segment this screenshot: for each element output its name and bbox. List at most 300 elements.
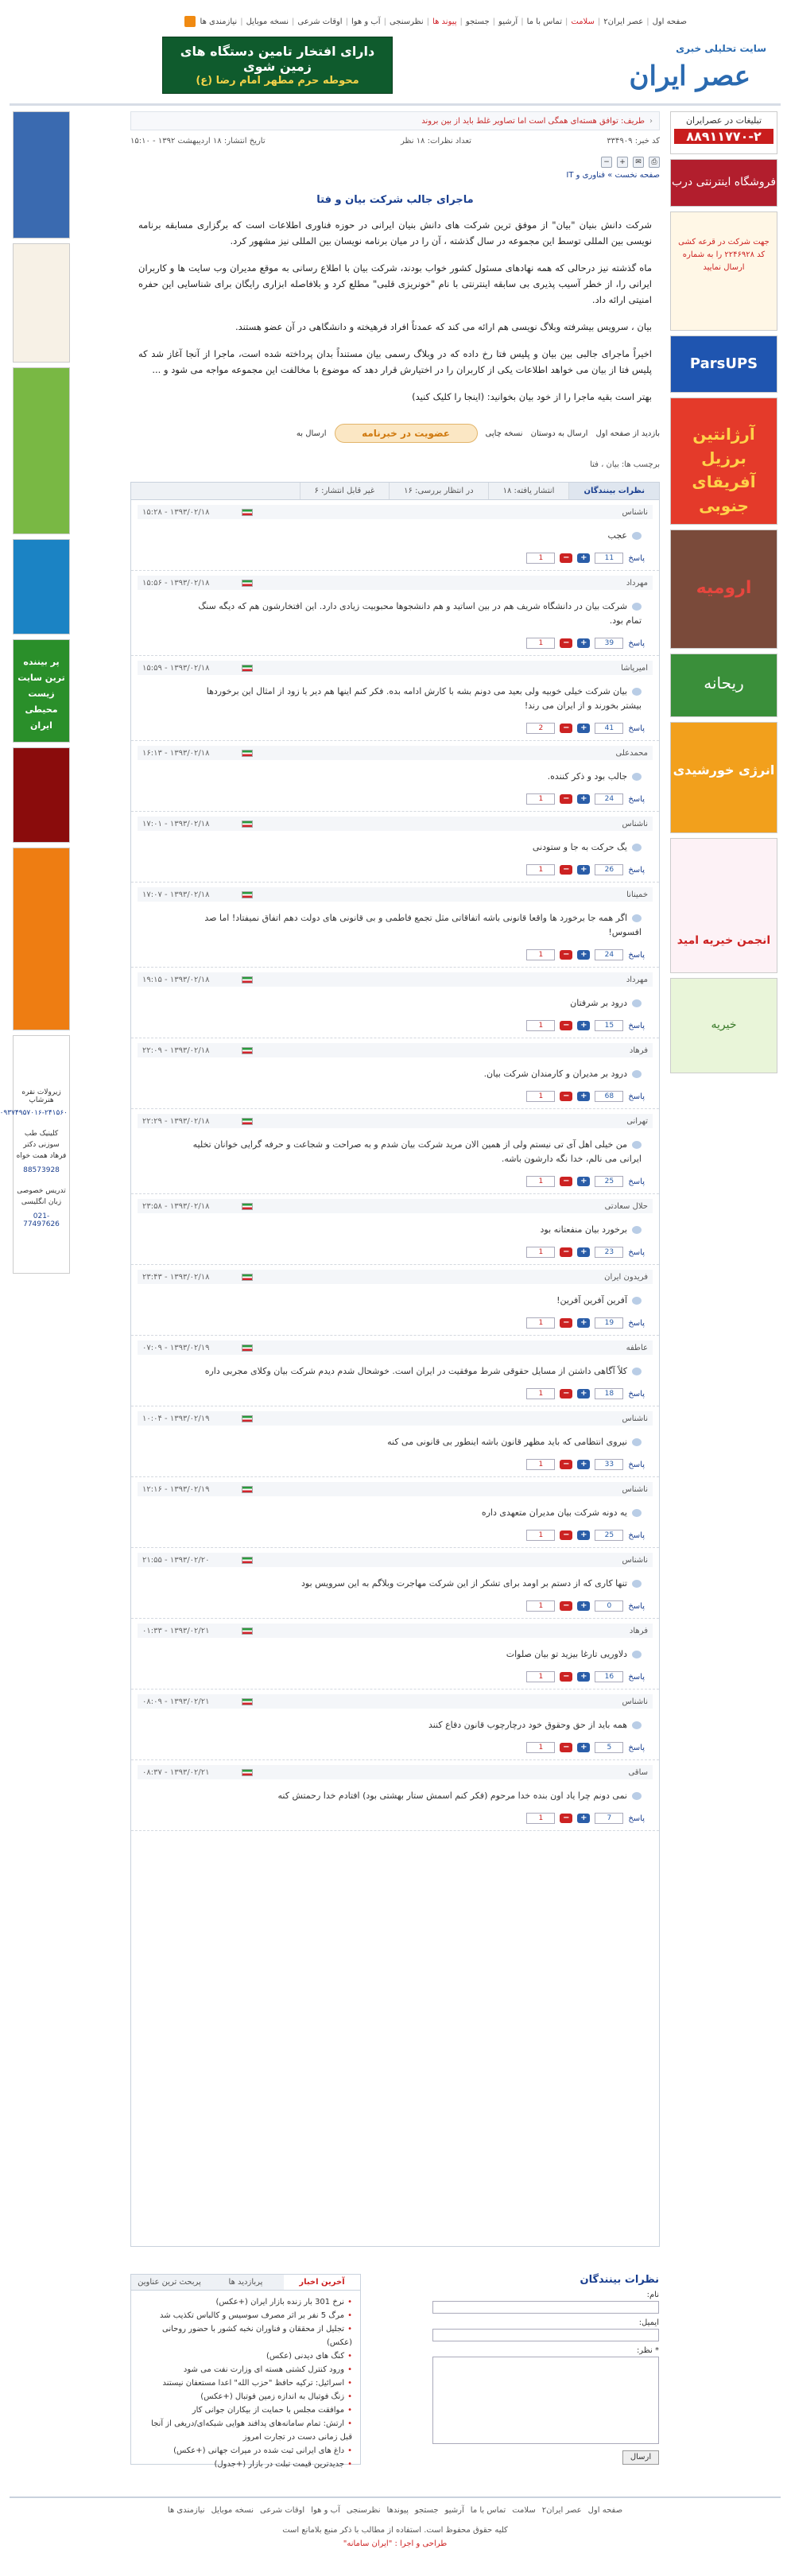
reply-link[interactable]: پاسخ <box>628 1530 645 1540</box>
comment-author: فریدون ایران <box>604 1272 648 1282</box>
dislike-button[interactable]: − <box>560 1743 572 1752</box>
comment-item <box>131 812 659 883</box>
comment-actions <box>138 1740 653 1755</box>
comment-actions <box>138 1528 653 1542</box>
comment-text <box>185 911 642 940</box>
comment-author: ناشناس <box>622 1697 648 1706</box>
ad-charity-omid[interactable]: انجمن خیریه امید <box>670 838 777 973</box>
reply-link[interactable]: پاسخ <box>628 1318 645 1328</box>
comment-header <box>138 1765 653 1779</box>
flag-icon <box>242 1486 253 1493</box>
footer-link[interactable]: صفحه اول <box>587 2506 623 2515</box>
ad-lg[interactable] <box>13 243 70 363</box>
like-button[interactable]: + <box>577 1460 590 1469</box>
comment-item <box>131 1038 659 1109</box>
comment-bubble-icon <box>632 688 642 696</box>
reply-link[interactable]: پاسخ <box>628 950 645 960</box>
footer-link[interactable]: نیازمندی ها <box>167 2506 205 2515</box>
comment-bubble-icon <box>632 1297 642 1305</box>
comment-date: ۱۳۹۳/۰۲/۲۱ - ۰۱:۳۳ <box>142 1626 210 1635</box>
like-count: 18 <box>595 1388 623 1399</box>
like-button[interactable]: + <box>577 865 590 875</box>
dislike-button[interactable]: − <box>560 950 572 960</box>
print-icon[interactable]: ⎙ <box>649 157 660 168</box>
comment-date: ۱۳۹۳/۰۲/۱۹ - ۱۰:۰۴ <box>142 1414 210 1423</box>
comment-text <box>185 1647 642 1662</box>
latest-item[interactable]: • زنگ فوتبال به اندازه زمین فوتبال (+عکس) <box>139 2390 352 2403</box>
like-button[interactable]: + <box>577 1743 590 1752</box>
footer-link[interactable]: نظرسنجی <box>346 2506 381 2515</box>
comment-author: خمینانا <box>626 890 648 899</box>
comment-author: مهرداد <box>626 578 648 588</box>
comment-text <box>185 1577 642 1591</box>
ad-link-6[interactable]: 021-77497626 <box>23 1212 60 1228</box>
comment-bubble-icon <box>632 1721 642 1729</box>
dislike-button[interactable]: − <box>560 1460 572 1469</box>
banner-line-1: دارای افتخار تامین دستگاه های زمین شوی <box>180 44 375 74</box>
comment-item <box>131 1194 659 1265</box>
dislike-button[interactable]: − <box>560 1814 572 1823</box>
dislike-count: 1 <box>526 1317 555 1329</box>
ad-text-links <box>0 1035 70 1274</box>
flag-icon <box>242 1415 253 1422</box>
comment-bubble-icon <box>632 1438 642 1446</box>
comment-date: ۱۳۹۳/۰۲/۱۸ - ۲۳:۵۸ <box>142 1201 210 1211</box>
flag-icon <box>242 1047 253 1054</box>
comment-bubble-icon <box>632 1580 642 1588</box>
comment-actions <box>138 1670 653 1684</box>
comment-bubble-icon <box>632 603 642 611</box>
banner-line-2: محوطه حرم مطهر امام رضا (ع) <box>196 75 359 87</box>
footer-link[interactable]: تماس با ما <box>470 2506 506 2515</box>
like-button[interactable]: + <box>577 794 590 804</box>
like-count: 24 <box>595 793 623 805</box>
dislike-button[interactable]: − <box>560 638 572 648</box>
like-button[interactable]: + <box>577 1672 590 1682</box>
comment-item <box>131 1406 659 1477</box>
reply-link[interactable]: پاسخ <box>628 794 645 804</box>
comment-header <box>138 972 653 987</box>
like-button[interactable]: + <box>577 1601 590 1611</box>
flag-icon <box>242 509 253 516</box>
comment-author: ناشناس <box>622 819 648 828</box>
nav-separator: | <box>240 17 243 26</box>
comment-date: ۱۳۹۳/۰۲/۱۸ - ۱۷:۰۱ <box>142 819 210 828</box>
nav-separator: | <box>565 17 568 26</box>
nav-item[interactable]: سلامت <box>571 17 595 26</box>
nav-item[interactable]: جستجو <box>465 17 490 26</box>
like-button[interactable]: + <box>577 553 590 563</box>
ad-environment[interactable]: پر بیننده ترین سایت زیست محیطی ایران <box>13 639 70 743</box>
latest-tab[interactable]: پربحث ترین عناوین <box>138 2278 201 2287</box>
comment-text <box>185 1067 642 1081</box>
comment-form <box>432 2274 659 2465</box>
comment-actions <box>138 1387 653 1401</box>
reply-link[interactable]: پاسخ <box>628 1247 645 1257</box>
comment-header <box>138 1482 653 1496</box>
comment-text <box>185 770 642 784</box>
comment-body: جالب بود و ذکر کننده. <box>547 771 627 782</box>
comment-actions <box>138 721 653 735</box>
dislike-button[interactable]: − <box>560 724 572 733</box>
email-icon[interactable]: ✉ <box>633 157 644 168</box>
comment-actions <box>138 948 653 962</box>
comment-text <box>185 1364 642 1379</box>
ad-shop[interactable]: فروشگاه اینترنتی درب <box>670 159 777 207</box>
comment-tabs <box>131 483 659 500</box>
reply-link[interactable]: پاسخ <box>628 553 645 563</box>
comment-bubble-icon <box>632 1792 642 1800</box>
nav-item[interactable]: آرشیو <box>498 17 518 26</box>
send-to-friend-link[interactable]: ارسال به دوستان <box>530 429 588 438</box>
latest-list <box>131 2291 360 2476</box>
nav-item[interactable]: نظرسنجی <box>389 17 424 26</box>
comment-actions <box>138 636 653 650</box>
reply-link[interactable]: پاسخ <box>628 1460 645 1469</box>
flag-icon <box>242 665 253 672</box>
flag-icon <box>242 1557 253 1564</box>
dislike-button[interactable]: − <box>560 794 572 804</box>
dislike-count: 1 <box>526 793 555 805</box>
nav-separator: | <box>291 17 295 26</box>
comment-item <box>131 741 659 812</box>
dislike-count: 2 <box>526 723 555 734</box>
reply-link[interactable]: پاسخ <box>628 1814 645 1823</box>
like-count: 41 <box>595 723 623 734</box>
reply-link[interactable]: پاسخ <box>628 1177 645 1186</box>
latest-tab[interactable]: پربازدید ها <box>228 2278 263 2287</box>
latest-item[interactable]: • جدیدترین قیمت تبلت در بازار (+جدول) <box>139 2458 352 2471</box>
comment-header <box>138 1340 653 1355</box>
latest-tabs <box>131 2275 360 2291</box>
reply-link[interactable]: پاسخ <box>628 638 645 648</box>
ad-samsung[interactable] <box>13 111 70 239</box>
comment-actions <box>138 1599 653 1613</box>
comment-body: یگ حرکت به جا و ستودنی <box>532 842 627 852</box>
header-divider <box>10 103 781 106</box>
print-link[interactable]: نسخه چاپی <box>485 429 523 438</box>
like-button[interactable]: + <box>577 1814 590 1823</box>
flag-icon <box>242 1698 253 1705</box>
dislike-button[interactable]: − <box>560 865 572 875</box>
latest-item[interactable]: • نرخ 301 بار زنده بازار ایران (+عکس) <box>139 2295 352 2309</box>
reply-link[interactable]: پاسخ <box>628 1092 645 1101</box>
nav-item[interactable]: نسخه موبایل <box>246 17 289 26</box>
flag-icon <box>242 1627 253 1635</box>
comment-item <box>131 571 659 656</box>
latest-item[interactable]: • داغ های ایرانی ثبت شده در میراث جهانی (+عکس) <box>139 2444 352 2458</box>
comment-tab[interactable]: در انتظار بررسی: ۱۶ <box>389 483 487 499</box>
comment-bubble-icon <box>632 1368 642 1375</box>
ad-link-3[interactable]: کلینیک طب سوزنی دکتر فرهاد همت خواه <box>16 1130 67 1160</box>
like-count: 7 <box>595 1813 623 1824</box>
ad-link-1[interactable]: زیرولات نقره هنرشاپ <box>21 1088 61 1104</box>
ad-blue[interactable] <box>13 539 70 634</box>
submit-button[interactable]: ارسال <box>622 2450 659 2465</box>
breadcrumb[interactable]: صفحه نخست » فناوری و IT <box>566 171 660 180</box>
comment-body: برخورد بیان منفعتانه بود <box>540 1224 627 1235</box>
right-sidebar <box>670 111 777 1078</box>
latest-item[interactable]: • کنگ های دیدنی (عکس) <box>139 2349 352 2363</box>
footer-link[interactable]: اوقات شرعی <box>259 2506 305 2515</box>
comment-item <box>131 1336 659 1406</box>
dislike-button[interactable]: − <box>560 1021 572 1030</box>
flag-icon <box>242 1344 253 1352</box>
ad-lottery[interactable]: جهت شرکت در قرعه کشی کد ۲۲۴۶۹۲۸ را به شماره ارسال نمایید <box>670 211 777 331</box>
ad-urmia[interactable]: ارومیه <box>670 530 777 649</box>
comment-text <box>185 1223 642 1237</box>
comment-header <box>138 661 653 675</box>
footer-link[interactable]: آرشیو <box>444 2506 464 2515</box>
comment-tab[interactable]: نظرات بینندگان <box>568 483 659 499</box>
like-count: 11 <box>595 553 623 564</box>
news-code: کد خبر: ۳۳۴۹۰۹ <box>607 137 660 145</box>
article-toolbar <box>130 157 660 168</box>
like-button[interactable]: + <box>577 1177 590 1186</box>
article-paragraph: شرکت دانش بنیان "بیان" از موفق ترین شرکت های دانش بنیان ایرانی در حوزه فناوری اطلاعات است که برگزاری مسابقه برنامه نویسی بین المللی توسط این مجموعه در سال گذشته ، آن را در میان برنامه نویسان بین المللی نیز مشهور کرد. <box>138 219 652 246</box>
comment-header <box>138 1043 653 1057</box>
comment-body: نمی دونم چرا یاد اون بنده خدا مرحوم (فکر کنم اسمش ستار بهشتی بود) افتادم خدا رحمتش کنه <box>277 1790 627 1801</box>
comment-header <box>138 1411 653 1426</box>
article-meta <box>130 137 660 145</box>
comment-bubble-icon <box>632 1070 642 1078</box>
footer-link[interactable]: جستجو <box>414 2506 439 2515</box>
latest-item[interactable]: • مرگ 5 نفر بر اثر مصرف سوسیس و کالباس تکذیب شد <box>139 2309 352 2322</box>
comment-actions <box>138 1089 653 1104</box>
name-label: نام: <box>646 2291 659 2299</box>
like-button[interactable]: + <box>577 1092 590 1101</box>
comment-text <box>185 1789 642 1803</box>
comment-body: درود بر مدیران و کارمندان شرکت بیان. <box>483 1069 627 1079</box>
article-tags[interactable]: برچسب ها: بیان ، فتا <box>590 460 660 469</box>
like-button[interactable]: + <box>577 1530 590 1540</box>
comment-body: عجب <box>607 530 627 541</box>
nav-item[interactable]: آب و هوا <box>351 17 381 26</box>
ticker-arrow-icon[interactable]: ‹ <box>649 116 653 126</box>
comment-text <box>185 1435 642 1449</box>
like-count: 39 <box>595 638 623 649</box>
comment-bubble-icon <box>632 1226 642 1234</box>
comment-body: درود بر شرفتان <box>570 998 627 1008</box>
flag-icon <box>242 750 253 757</box>
comment-tab[interactable]: انتشار یافته: ۱۸ <box>488 483 569 499</box>
like-count: 15 <box>595 1020 623 1031</box>
ad-link-2[interactable]: ۰۹۳۷۴۹۵۷۰۱۶-۲۴۱۵۶۰ <box>0 1109 68 1117</box>
comment-date: ۱۳۹۳/۰۲/۱۸ - ۲۲:۰۹ <box>142 1046 210 1055</box>
dislike-button[interactable]: − <box>560 1672 572 1682</box>
comment-header <box>138 1199 653 1213</box>
comment-date: ۱۳۹۳/۰۲/۲۰ - ۲۱:۵۵ <box>142 1555 210 1565</box>
comment-text <box>185 1506 642 1520</box>
comment-author: عاطفه <box>626 1343 648 1352</box>
like-button[interactable]: + <box>577 1318 590 1328</box>
like-button[interactable]: + <box>577 638 590 648</box>
footer-link[interactable]: پیوندها <box>386 2506 409 2515</box>
nav-item[interactable]: اوقات شرعی <box>297 17 343 26</box>
footer-link[interactable]: نسخه موبایل <box>211 2506 254 2515</box>
comment-actions <box>138 1457 653 1472</box>
like-count: 33 <box>595 1459 623 1470</box>
comment-actions <box>138 792 653 806</box>
dislike-count: 1 <box>526 638 555 649</box>
nav-item[interactable]: صفحه اول <box>652 17 687 26</box>
reply-link[interactable]: پاسخ <box>628 1389 645 1399</box>
comment-bubble-icon <box>632 999 642 1007</box>
comment-body: دلاوریی تارغا بیزید تو بیان صلوات <box>506 1649 627 1659</box>
comment-date: ۱۳۹۳/۰۲/۱۹ - ۱۲:۱۶ <box>142 1484 210 1494</box>
ad-link-4[interactable]: 88573928 <box>23 1166 60 1174</box>
comment-item <box>131 1109 659 1194</box>
ad-parsups[interactable]: ParsUPS <box>670 336 777 393</box>
like-button[interactable]: + <box>577 724 590 733</box>
nav-item[interactable]: پیوند ها <box>432 17 457 26</box>
comment-body: همه باید از حق وحقوق خود درچارچوب قانون دفاع کنند <box>428 1720 627 1730</box>
dislike-count: 1 <box>526 1247 555 1258</box>
ad-travel[interactable]: آرژانتین برزیل آفریقای جنوبی <box>670 398 777 525</box>
dislike-button[interactable]: − <box>560 553 572 563</box>
reply-link[interactable]: پاسخ <box>628 1601 645 1611</box>
dislike-count: 1 <box>526 949 555 960</box>
comment-author: ناشناس <box>622 1484 648 1494</box>
comment-body: تنها کاری که از دستم بر اومد برای تشکر از این شرکت مهاجرت وبلاگم به این سرویس بود <box>301 1578 627 1589</box>
dislike-button[interactable]: − <box>560 1318 572 1328</box>
latest-item[interactable]: • موافقت مجلس با حمایت از بیکاران جوانی کار <box>139 2403 352 2417</box>
comment-text <box>185 685 642 713</box>
article-paragraph: ماه گذشته نیز درحالی که همه نهادهای مسئول کشور خواب بودند، شرکت بیان با اطلاع رسانی به موقع مدیران وب سایت ها و کاربران ایرانی را، از خطر آسیب پذیری بی سابقه اینترنتی با نام "خونریزی قلبی" مطلع کرد و بلافاصله ابزاری رایگان برای شناسایی این حفره امنیتی ارائه داد. <box>138 262 652 305</box>
comment-date: ۱۳۹۳/۰۲/۱۹ - ۰۷:۰۹ <box>142 1343 210 1352</box>
comment-date: ۱۳۹۳/۰۲/۱۸ - ۱۹:۱۵ <box>142 975 210 984</box>
comment-header <box>138 887 653 902</box>
name-field[interactable] <box>432 2301 659 2314</box>
comment-author: ناشناس <box>622 1414 648 1423</box>
dislike-count: 1 <box>526 1091 555 1102</box>
like-button[interactable]: + <box>577 1247 590 1257</box>
nav-separator: | <box>646 17 649 26</box>
nav-separator: | <box>383 17 386 26</box>
comment-bubble-icon <box>632 1651 642 1658</box>
email-field[interactable] <box>432 2329 659 2341</box>
reply-link[interactable]: پاسخ <box>628 724 645 733</box>
ad-link-5[interactable]: تدریس خصوصی زبان انگلیسی <box>17 1187 66 1206</box>
ad-charity[interactable]: خیریه <box>670 978 777 1073</box>
comment-actions <box>138 1245 653 1259</box>
comment-bubble-icon <box>632 1509 642 1517</box>
ad-reyhaneh[interactable]: ریحانه <box>670 654 777 717</box>
news-ticker[interactable] <box>130 111 660 130</box>
dislike-count: 1 <box>526 553 555 564</box>
comment-author: فرهاد <box>629 1046 648 1055</box>
latest-item[interactable]: • تجلیل از محققان و فناوران نخبه کشور با حضور روحانی (عکس) <box>139 2322 352 2349</box>
latest-item[interactable]: • ارتش: تمام سامانه‌های پدافند هوایی شبکه‌ای/دریغی از آنجا قبل زمانی دست در تجارت امروز <box>139 2417 352 2444</box>
comment-date: ۱۳۹۳/۰۲/۱۸ - ۲۲:۲۹ <box>142 1116 210 1126</box>
comment-text <box>185 1718 642 1732</box>
dislike-button[interactable]: − <box>560 1530 572 1540</box>
like-button[interactable]: + <box>577 950 590 960</box>
ad-advertise[interactable] <box>670 111 777 154</box>
article-paragraph: اخیراً ماجرای جالبی بین بیان و پلیس فتا رخ داده که در وبلاگ رسمی بیان مستنداً بدان پرداخته شده است، ماجرا از آنجا آغاز شد که پلیس فتا از بیان می خواهد اطلاعات یکی از کاربران را در اختیارش قرار دهد که موضوع با مخالفت این مجموعه مواجه می شود و ... <box>138 348 652 375</box>
reply-link[interactable]: پاسخ <box>628 865 645 875</box>
comment-bubble-icon <box>632 532 642 540</box>
comment-field[interactable] <box>432 2357 659 2444</box>
site-tagline: سایت تحلیلی خبری <box>676 43 766 54</box>
latest-item[interactable]: • اسرائیل: ترکیه حافظ "حزب الله" اعدا مستعفان نیستند <box>139 2376 352 2390</box>
reply-link[interactable]: پاسخ <box>628 1021 645 1030</box>
comment-author: ناشناس <box>622 1555 648 1565</box>
article-paragraph: بیان ، سرویس بیشرفته وبلاگ نویسی هم ارائه می کند که عمدتاً افراد فرهیخته و دانشگاهی در آن عضو هستند. <box>235 321 652 332</box>
flag-icon <box>242 1118 253 1125</box>
dislike-count: 1 <box>526 1459 555 1470</box>
newsletter-button[interactable]: عضویت در خبرنامه <box>335 424 478 443</box>
comment-actions <box>138 1174 653 1189</box>
comment-text <box>185 840 642 855</box>
footer-link[interactable]: عصر ایران۲ <box>541 2506 582 2515</box>
design-credit[interactable]: طراحی و اجرا : "ایران سامانه" <box>343 2539 448 2548</box>
comment-header <box>138 505 653 519</box>
nav-item[interactable]: تماس با ما <box>526 17 562 26</box>
site-logo[interactable] <box>568 38 774 100</box>
dislike-button[interactable]: − <box>560 1177 572 1186</box>
ad-orange[interactable] <box>13 848 70 1030</box>
dislike-button[interactable]: − <box>560 1601 572 1611</box>
ad-green[interactable] <box>13 367 70 534</box>
copyright: کلیه حقوق محفوظ است. استفاده از مطالب با ذکر منبع بلامانع است <box>282 2526 508 2535</box>
home-link[interactable]: بازدید از صفحه اول <box>595 429 660 438</box>
comment-author: فرهاد <box>629 1626 648 1635</box>
rss-icon[interactable] <box>184 16 196 27</box>
like-button[interactable]: + <box>577 1389 590 1399</box>
like-count: 16 <box>595 1671 623 1682</box>
comment-bubble-icon <box>632 1141 642 1149</box>
dislike-count: 1 <box>526 1176 555 1187</box>
comment-header <box>138 1624 653 1638</box>
comment-author: مهرداد <box>626 975 648 984</box>
comment-tab[interactable]: غیر قابل انتشار: ۶ <box>300 483 390 499</box>
like-count: 19 <box>595 1317 623 1329</box>
nav-item[interactable]: عصر ایران۲ <box>603 17 644 26</box>
comment-count: تعداد نظرات: ۱۸ نظر <box>401 137 471 145</box>
ad-solar[interactable]: انرژی خورشیدی <box>670 722 777 833</box>
dislike-button[interactable]: − <box>560 1247 572 1257</box>
font-up-icon[interactable]: + <box>617 157 628 168</box>
nav-item[interactable]: نیازمندی ها <box>200 17 238 26</box>
comment-author: محمدعلی <box>615 748 648 758</box>
footer-link[interactable]: آب و هوا <box>311 2506 340 2515</box>
dislike-button[interactable]: − <box>560 1389 572 1399</box>
comment-item <box>131 1760 659 1831</box>
font-down-icon[interactable]: − <box>601 157 612 168</box>
ad-gift[interactable] <box>13 747 70 843</box>
comment-date: ۱۳۹۳/۰۲/۲۱ - ۰۸:۳۷ <box>142 1767 210 1777</box>
flag-icon <box>242 891 253 898</box>
latest-tab[interactable]: آخرین اخبار <box>284 2275 360 2290</box>
reply-link[interactable]: پاسخ <box>628 1743 645 1752</box>
comment-body: نیروی انتظامی که باید مظهر قانون باشه اینطور بی قانونی می کنه <box>387 1437 627 1447</box>
dislike-count: 1 <box>526 864 555 875</box>
footer-link[interactable]: سلامت <box>512 2506 536 2515</box>
top-banner-ad[interactable] <box>162 37 393 94</box>
dislike-button[interactable]: − <box>560 1092 572 1101</box>
like-button[interactable]: + <box>577 1021 590 1030</box>
latest-item[interactable]: • ورود کنترل کشتی هسته ای وزارت نفت می شود <box>139 2363 352 2376</box>
comment-text <box>185 996 642 1011</box>
top-nav <box>114 13 687 30</box>
comment-header <box>138 1694 653 1709</box>
share-link[interactable]: ارسال به <box>296 429 327 438</box>
dislike-count: 1 <box>526 1742 555 1753</box>
reply-link[interactable]: پاسخ <box>628 1672 645 1682</box>
like-count: 24 <box>595 949 623 960</box>
comments-section <box>130 482 660 2247</box>
